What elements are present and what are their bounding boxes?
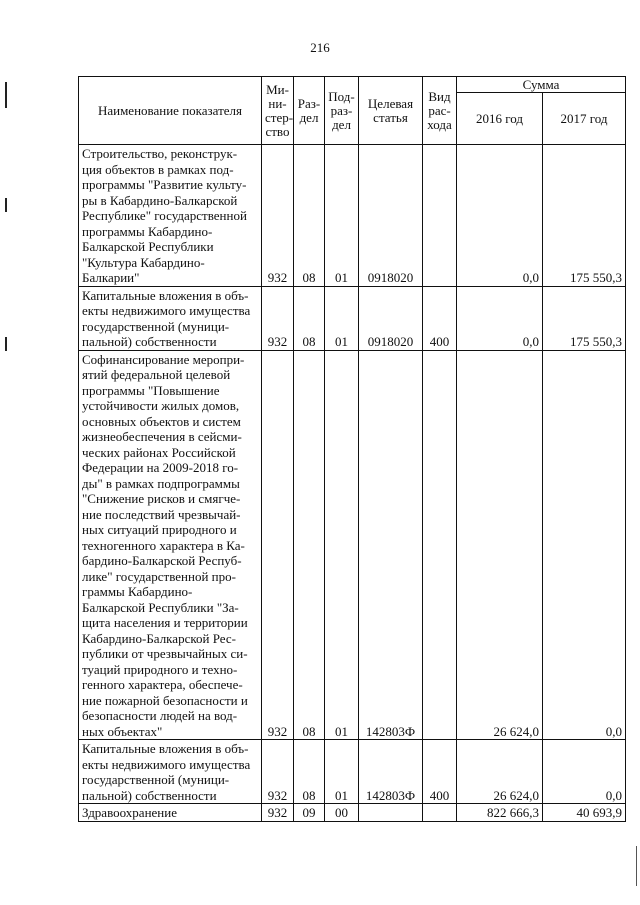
table-row (79, 740, 626, 804)
row-2017: 0,0 (543, 350, 626, 740)
row-subsection: 01 (325, 286, 359, 350)
margin-mark (5, 82, 7, 108)
row-name: Здравоохранение (79, 804, 262, 822)
row-section: 08 (294, 740, 325, 804)
row-name: Капитальные вложения в объ- екты недвижимого имущества государственной (муници- пальной) собственности (79, 740, 262, 804)
margin-mark (5, 198, 7, 212)
row-2017: 175 550,3 (543, 145, 626, 287)
row-expense-type (423, 350, 457, 740)
row-section: 08 (294, 350, 325, 740)
row-subsection: 00 (325, 804, 359, 822)
row-2017: 0,0 (543, 740, 626, 804)
row-2017: 40 693,9 (543, 804, 626, 822)
header-year-2017: 2017 год (543, 93, 626, 145)
row-name: Строительство, реконструк- ция объектов в рамках под- программы "Развитие культу- ры в Кабардино-Балкарской Республике" государственной программы Кабардино- Балкарской Республики "Культура Кабардино- Балкарии" (79, 145, 262, 287)
header-target: Целевая статья (359, 77, 423, 145)
row-name: Софинансирование меропри- ятий федеральной целевой программы "Повышение устойчивости жилых домов, основных объектов и систем жизнеобеспечения в сейсми- ческих районах Российской Федерации на 2009-2018 го- ды" в рамках подпрограммы "Снижение рисков и смягче- ние последствий чрезвычай- ных ситуаций природного и техногенного характера в Ка- бардино-Балкарской Респуб- лике" государственной про- граммы Кабардино- Балкарской Республики "За- щита населения и территории Кабардино-Балкарской Рес- публики от чрезвычайных си- туаций природного и техно- генного характера, обеспече- ние пожарной безопасности и безопасности людей на вод- ных объектах" (79, 350, 262, 740)
row-section: 08 (294, 286, 325, 350)
table-row (79, 145, 626, 287)
header-year-2016: 2016 год (457, 93, 543, 145)
margin-mark (5, 337, 7, 351)
row-subsection: 01 (325, 145, 359, 287)
table-row (79, 350, 626, 740)
row-ministry: 932 (262, 804, 294, 822)
row-name: Капитальные вложения в объ- екты недвижимого имущества государственной (муници- пальной) собственности (79, 286, 262, 350)
table-row (79, 804, 626, 822)
header-section: Раз- дел (294, 77, 325, 145)
row-ministry: 932 (262, 350, 294, 740)
header-sum: Сумма (457, 77, 626, 93)
row-2016: 26 624,0 (457, 350, 543, 740)
row-expense-type (423, 804, 457, 822)
row-expense-type: 400 (423, 286, 457, 350)
header-subsection: Под- раз- дел (325, 77, 359, 145)
row-target: 142803Ф (359, 740, 423, 804)
row-ministry: 932 (262, 286, 294, 350)
header-name: Наименование показателя (79, 77, 262, 145)
page-number: 216 (310, 40, 330, 55)
row-expense-type (423, 145, 457, 287)
row-2016: 26 624,0 (457, 740, 543, 804)
row-2016: 0,0 (457, 286, 543, 350)
row-2016: 0,0 (457, 145, 543, 287)
row-ministry: 932 (262, 145, 294, 287)
row-subsection: 01 (325, 350, 359, 740)
header-expense-type: Вид рас- хода (423, 77, 457, 145)
row-2017: 175 550,3 (543, 286, 626, 350)
row-target (359, 804, 423, 822)
row-expense-type: 400 (423, 740, 457, 804)
row-target: 0918020 (359, 286, 423, 350)
row-2016: 822 666,3 (457, 804, 543, 822)
row-section: 08 (294, 145, 325, 287)
budget-table (78, 76, 626, 822)
row-ministry: 932 (262, 740, 294, 804)
row-target: 142803Ф (359, 350, 423, 740)
row-subsection: 01 (325, 740, 359, 804)
header-row (79, 77, 626, 93)
header-ministry: Ми- ни- стер- ство (262, 77, 294, 145)
row-section: 09 (294, 804, 325, 822)
table-row (79, 286, 626, 350)
row-target: 0918020 (359, 145, 423, 287)
margin-mark (636, 846, 637, 886)
